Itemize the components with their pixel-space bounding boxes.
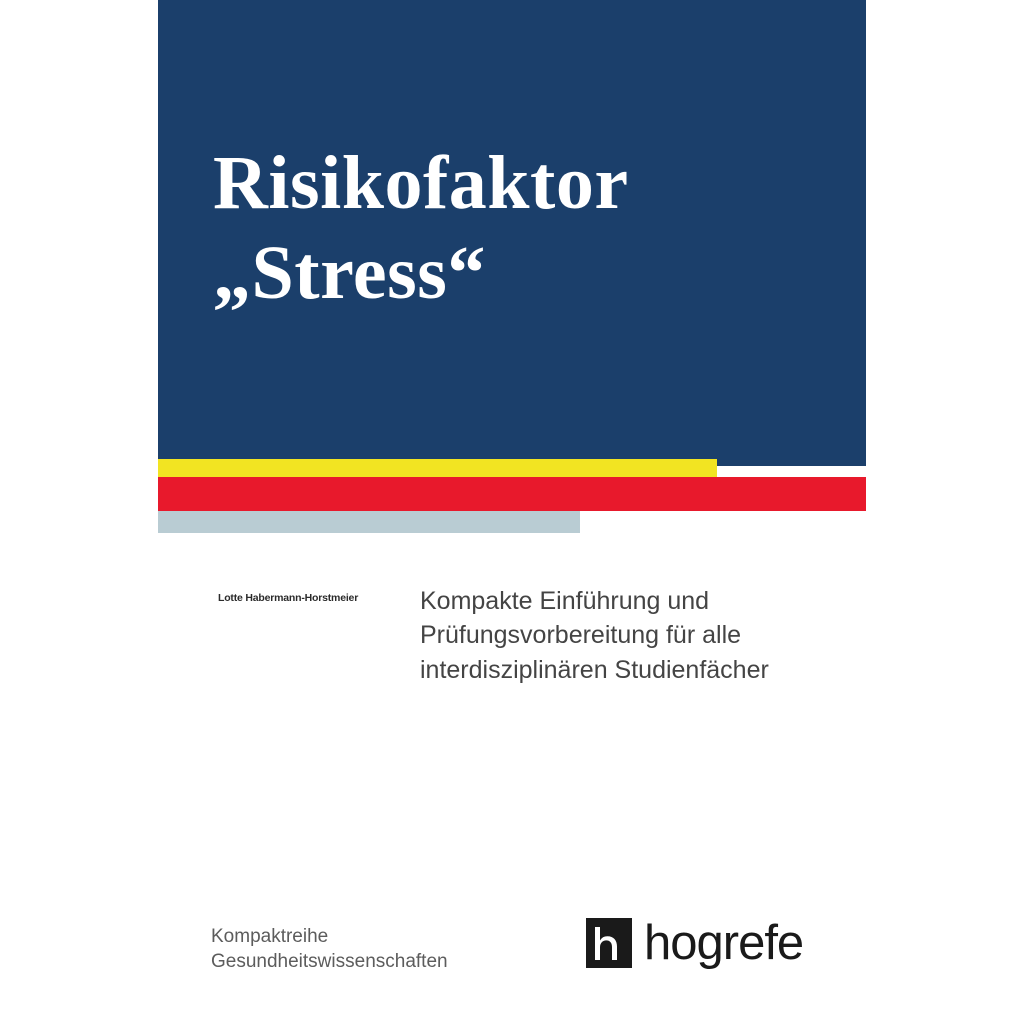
accent-bar-red <box>158 477 866 511</box>
series-line-1: Kompaktreihe <box>211 926 329 947</box>
series-label <box>211 925 448 974</box>
author-name: Lotte Habermann-Horstmeier <box>218 592 359 604</box>
hogrefe-logo-icon <box>586 918 632 968</box>
accent-bar-grey <box>158 511 580 533</box>
cover-header-block <box>158 0 866 466</box>
title-line-1: Risikofaktor <box>213 141 629 225</box>
publisher-logo <box>586 915 804 970</box>
publisher-name: hogrefe <box>644 915 804 970</box>
series-line-2: Gesundheitswissenschaften <box>211 950 448 972</box>
page-title <box>213 141 853 315</box>
title-line-2: „Stress“ <box>213 230 486 315</box>
cover-subtitle: Kompakte Einführung und Prüfungsvorbereitung für alle interdisziplinären Studienfächer <box>420 587 769 684</box>
accent-bar-yellow <box>158 459 717 477</box>
